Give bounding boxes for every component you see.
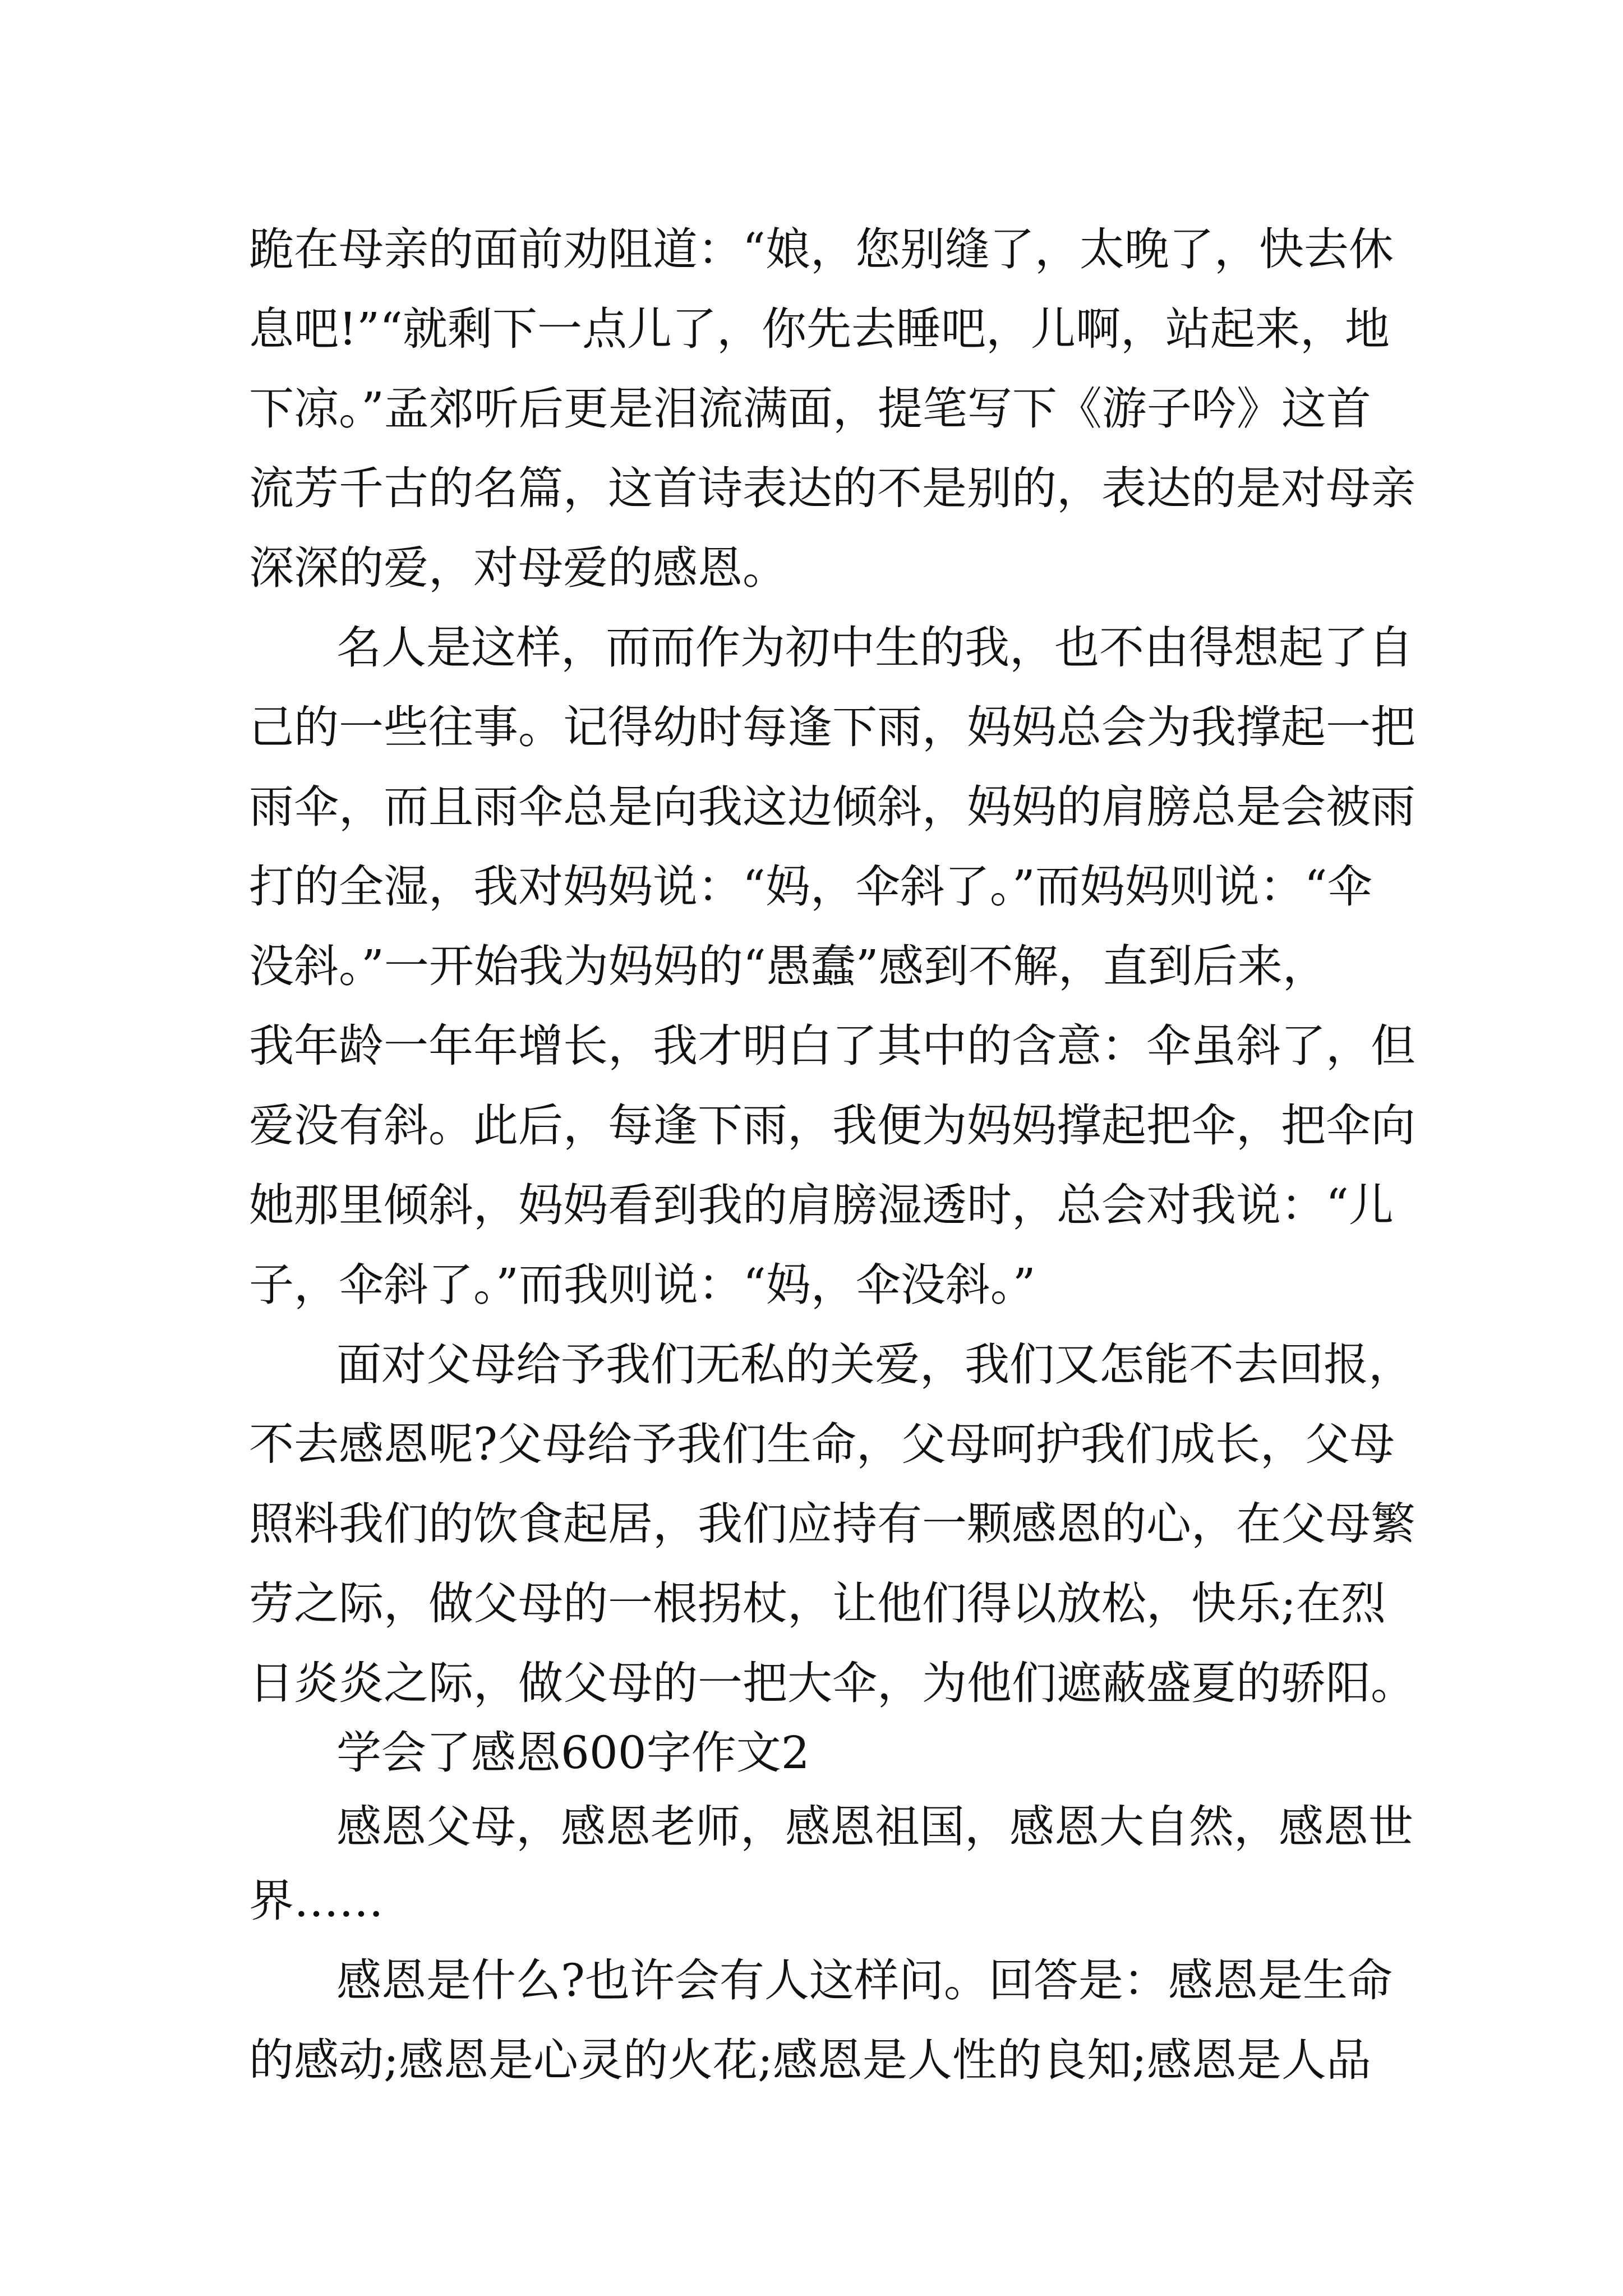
text-line: 下凉。”孟郊听后更是泪流满面，提笔写下《游子吟》这首: [249, 383, 1371, 435]
text-line: 流芳千古的名篇，这首诗表达的不是别的，表达的是对母亲: [249, 462, 1415, 514]
text-line: 打的全湿，我对妈妈说：“妈，伞斜了。”而妈妈则说：“伞: [249, 861, 1372, 913]
text-line: 息吧!”“就剩下一点儿了，你先去睡吧，儿啊，站起来，地: [249, 303, 1390, 355]
paragraph-start-line: 感恩父母，感恩老师，感恩祖国，感恩大自然，感恩世: [336, 1801, 1413, 1853]
text-line: 的感动;感恩是心灵的火花;感恩是人性的良知;感恩是人品: [249, 2034, 1371, 2086]
text-line: 日炎炎之际，做父母的一把大伞，为他们遮蔽盛夏的骄阳。: [249, 1657, 1415, 1709]
paragraph-start-line: 名人是这样，而而作为初中生的我，也不由得想起了自: [336, 622, 1413, 674]
text-line: 不去感恩呢?父母给予我们生命，父母呵护我们成长，父母: [249, 1418, 1395, 1470]
paragraph-start-line: 面对父母给予我们无私的关爱，我们又怎能不去回报，: [336, 1338, 1413, 1391]
text-line: 照料我们的饮食起居，我们应持有一颗感恩的心，在父母繁: [249, 1498, 1415, 1550]
section-heading: 学会了感恩600字作文2: [336, 1727, 810, 1779]
text-line: 子，伞斜了。”而我则说：“妈，伞没斜。”: [249, 1259, 1036, 1311]
paragraph-start-line: 感恩是什么?也许会有人这样问。回答是：感恩是生命: [336, 1954, 1393, 2007]
text-line: 深深的爱，对母爱的感恩。: [249, 542, 787, 594]
text-line: 雨伞，而且雨伞总是向我这边倾斜，妈妈的肩膀总是会被雨: [249, 781, 1415, 833]
text-line: 跪在母亲的面前劝阻道：“娘，您别缝了，太晚了，快去休: [249, 223, 1394, 275]
text-line: 界……: [249, 1875, 384, 1927]
text-line: 劳之际，做父母的一根拐杖，让他们得以放松，快乐;在烈: [249, 1577, 1386, 1630]
text-line: 爱没有斜。此后，每逢下雨，我便为妈妈撑起把伞，把伞向: [249, 1099, 1415, 1152]
text-line: 她那里倾斜，妈妈看到我的肩膀湿透时，总会对我说：“儿: [249, 1179, 1394, 1231]
text-line: 己的一些往事。记得幼时每逢下雨，妈妈总会为我撑起一把: [249, 701, 1415, 753]
text-line: 我年龄一年年增长，我才明白了其中的含意：伞虽斜了，但: [249, 1020, 1415, 1072]
text-line: 没斜。”一开始我为妈妈的“愚蠢”感到不解，直到后来，: [249, 940, 1327, 992]
